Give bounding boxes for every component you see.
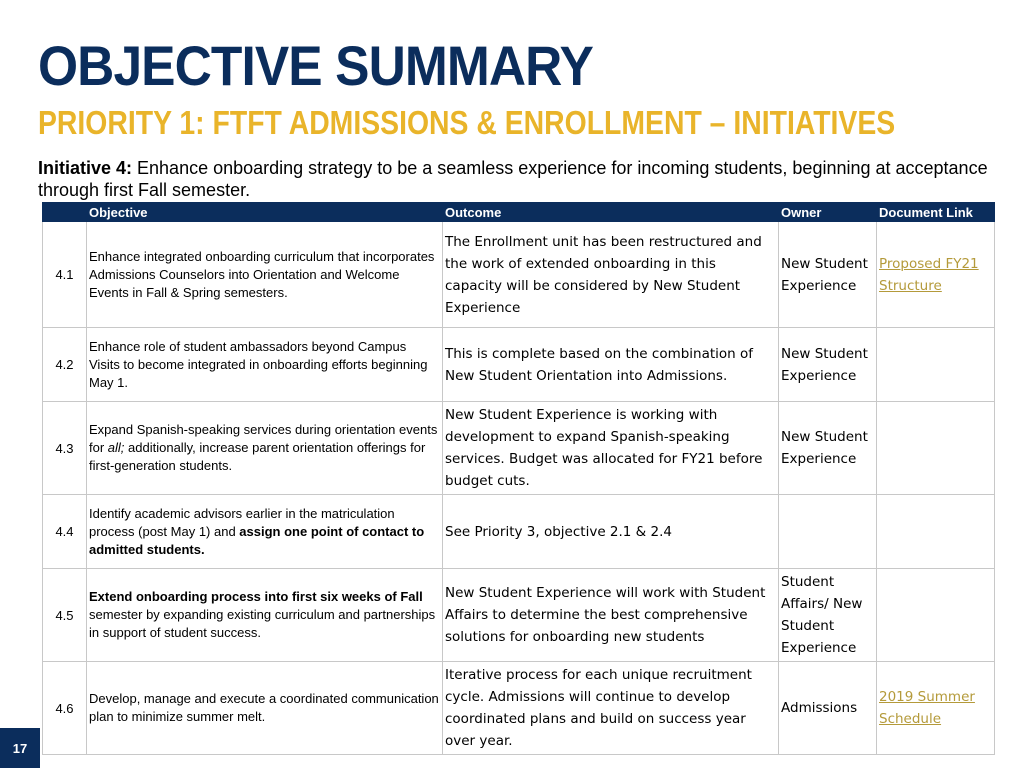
objective-text: additionally, increase parent orientation offerings for first-generation students. <box>89 440 426 473</box>
objective-text: Identify academic advisors earlier in the matriculation process (post May 1) and <box>89 505 395 539</box>
owner-cell: New Student Experience <box>779 222 877 328</box>
objective-cell <box>87 569 443 662</box>
row-number: 4.4 <box>43 495 87 569</box>
document-link-cell <box>877 222 995 328</box>
page-number: 17 <box>0 728 40 768</box>
row-number: 4.2 <box>43 328 87 402</box>
row-number: 4.6 <box>43 662 87 755</box>
owner-cell: New Student Experience <box>779 328 877 402</box>
owner-cell: Admissions <box>779 662 877 755</box>
row-number: 4.3 <box>43 402 87 495</box>
table-row <box>43 222 995 328</box>
document-link-cell <box>877 569 995 662</box>
table-header-row <box>43 203 995 222</box>
objective-text: Expand Spanish-speaking services during orientation events for <box>89 422 438 455</box>
header-owner: Owner <box>779 203 877 222</box>
objective-cell <box>87 222 443 328</box>
outcome-cell: This is complete based on the combination of New Student Orientation into Admissions. <box>443 328 779 402</box>
objective-text: Develop, manage and execute a coordinated communication plan to minimize summer melt. <box>89 691 439 724</box>
document-link-cell <box>877 662 995 755</box>
document-link-cell <box>877 402 995 495</box>
outcome-cell: New Student Experience is working with development to expand Spanish-speaking services. Budget was allocated for FY21 before budget cuts. <box>443 402 779 495</box>
document-link[interactable]: 2019 Summer Schedule <box>879 689 975 727</box>
owner-cell: Student Affairs/ New Student Experience <box>779 569 877 662</box>
table-row <box>43 402 995 495</box>
row-number: 4.1 <box>43 222 87 328</box>
document-link-cell <box>877 328 995 402</box>
initiative-label: Initiative 4: <box>38 158 133 178</box>
table-row <box>43 328 995 402</box>
owner-cell <box>779 495 877 569</box>
row-number: 4.5 <box>43 569 87 662</box>
objective-text: Extend onboarding process into first six weeks of Fall <box>89 589 423 604</box>
objective-cell <box>87 328 443 402</box>
table-row <box>43 662 995 755</box>
objectives-table <box>42 202 995 755</box>
objective-text: assign one point of contact to admitted students. <box>89 523 425 557</box>
objective-text: Enhance integrated onboarding curriculum that incorporates Admissions Counselors into Orientation and Welcome Events in Fall & Spring semesters. <box>89 248 435 300</box>
table-row <box>43 569 995 662</box>
document-link-cell <box>877 495 995 569</box>
objective-cell <box>87 662 443 755</box>
header-document-link: Document Link <box>877 203 995 222</box>
initiative-text: Enhance onboarding strategy to be a seamless experience for incoming students, beginning at acceptance through first Fall semester. <box>38 158 988 200</box>
header-outcome: Outcome <box>443 203 779 222</box>
outcome-cell: The Enrollment unit has been restructured and the work of extended onboarding in this capacity will be considered by New Student Experience <box>443 222 779 328</box>
objective-text: Enhance role of student ambassadors beyond Campus Visits to become integrated in onboarding efforts beginning May 1. <box>89 338 428 390</box>
outcome-cell: New Student Experience will work with Student Affairs to determine the best comprehensive solutions for onboarding new students <box>443 569 779 662</box>
initiative-description <box>38 157 998 201</box>
document-link[interactable]: Proposed FY21 Structure <box>879 255 979 294</box>
objective-text: semester by expanding existing curriculum and partnerships in support of student success. <box>89 607 436 640</box>
outcome-cell: Iterative process for each unique recruitment cycle. Admissions will continue to develop coordinated plans and build on success year over year. <box>443 662 779 755</box>
slide-subtitle: PRIORITY 1: FTFT ADMISSIONS & ENROLLMENT – INITIATIVES <box>38 104 896 141</box>
slide-title: OBJECTIVE SUMMARY <box>38 34 593 97</box>
owner-cell: New Student Experience <box>779 402 877 495</box>
table-row <box>43 495 995 569</box>
header-number <box>43 203 87 222</box>
header-objective: Objective <box>87 203 443 222</box>
objective-cell <box>87 402 443 495</box>
objective-text: all; <box>107 440 125 455</box>
objective-cell <box>87 495 443 569</box>
outcome-cell: See Priority 3, objective 2.1 & 2.4 <box>443 495 779 569</box>
